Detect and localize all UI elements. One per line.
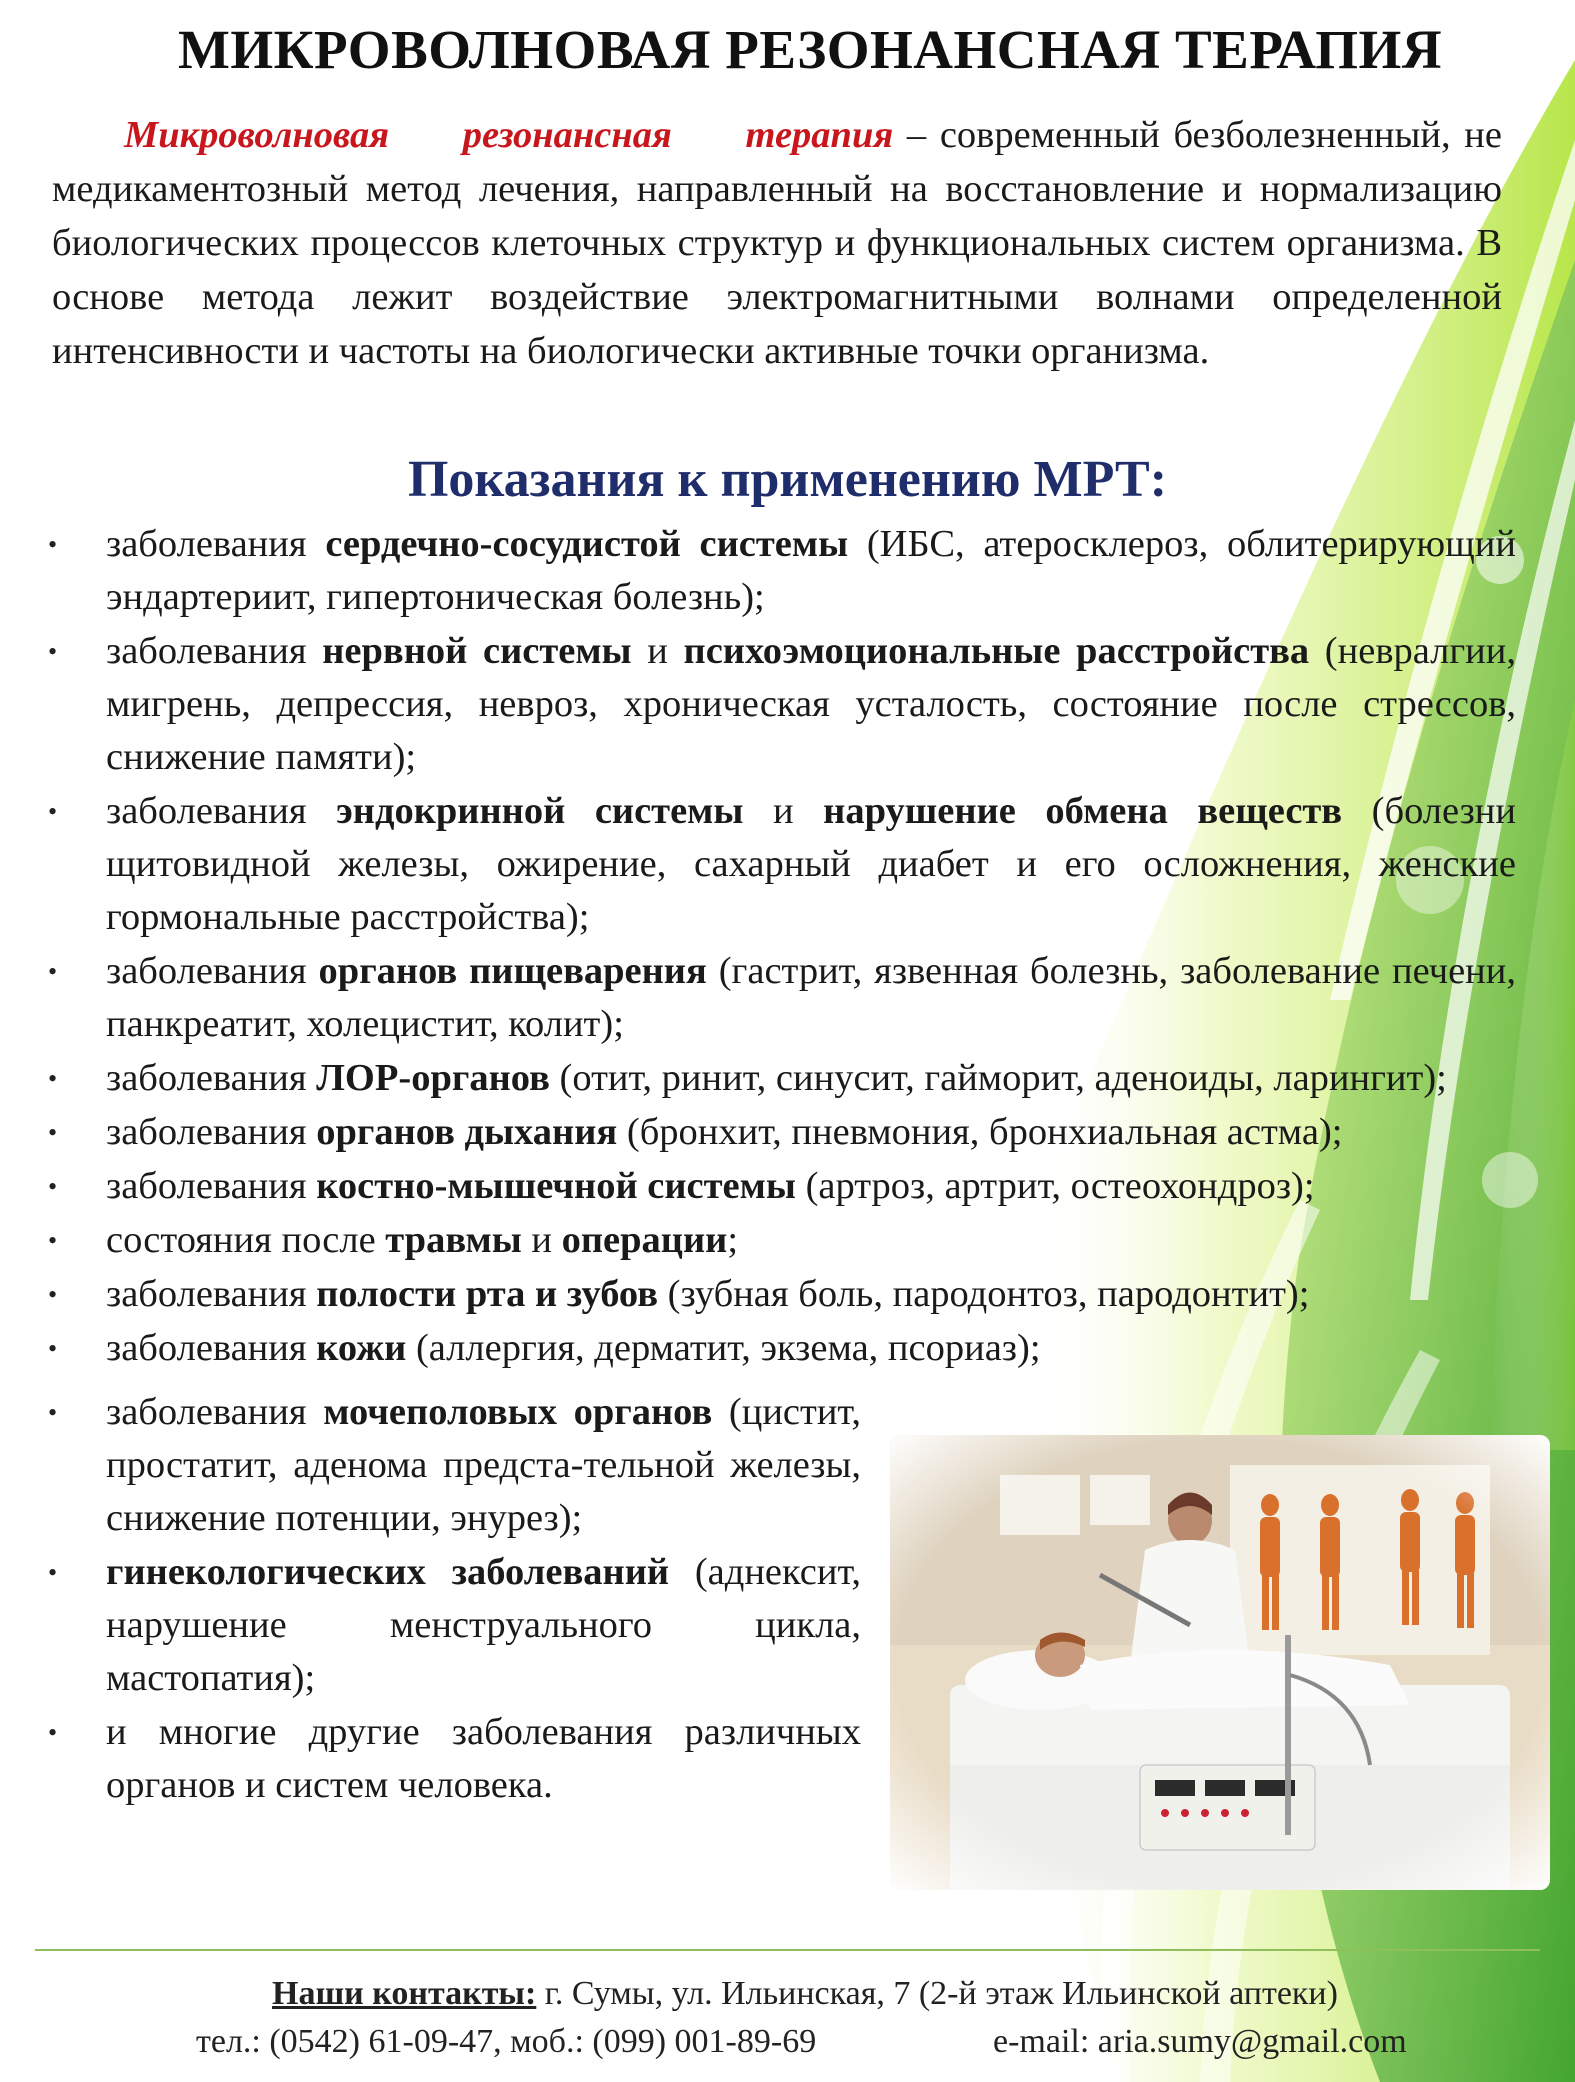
intro-paragraph	[52, 108, 1502, 378]
footer-divider	[35, 1949, 1540, 1951]
list-item: • заболевания органов пищеварения (гастрит, язвенная болезнь, заболевание печени, панкреатит, холецистит, колит);	[106, 945, 1516, 1051]
list-item: • заболевания полости рта и зубов (зубная боль, пародонтоз, пародонтит);	[106, 1268, 1516, 1321]
contacts-address: г. Сумы, ул. Ильинская, 7 (2-й этаж Ильинской аптеки)	[536, 1975, 1338, 2012]
list-item: • заболевания сердечно-сосудистой системы (ИБС, атеросклероз, облитерирующий эндартериит, гипертоническая болезнь);	[106, 518, 1516, 624]
contacts-address-line	[0, 1970, 1575, 2018]
list-item: • заболевания ЛОР-органов (отит, ринит, синусит, гайморит, аденоиды, ларингит);	[106, 1052, 1516, 1105]
list-item: • состояния после травмы и операции;	[106, 1214, 1516, 1267]
page-title: МИКРОВОЛНОВАЯ РЕЗОНАНСНАЯ ТЕРАПИЯ	[177, 19, 1443, 80]
intro-text: – современный безболезненный, не медикаментозный метод лечения, направленный на восстановление и нормализацию биологических процессов клеточных структур и функциональных систем организма. В основе метода лежит воздействие электромагнитными волнами определенной интенсивности и частоты на биологически активные точки организма.	[52, 114, 1502, 372]
list-item: • гинекологических заболеваний (аднексит, нарушение менструального цикла, мастопатия);	[106, 1546, 861, 1705]
contacts-label: Наши контакты:	[272, 1975, 537, 2012]
contacts-footer	[0, 1970, 1575, 2066]
list-item: • заболевания органов дыхания (бронхит, пневмония, бронхиальная астма);	[106, 1106, 1516, 1159]
contacts-email[interactable]: e-mail: aria.sumy@gmail.com	[993, 2023, 1407, 2060]
treatment-photo-icon	[890, 1435, 1550, 1890]
list-item: • заболевания костно-мышечной системы (артроз, артрит, остеохондроз);	[106, 1160, 1516, 1213]
contacts-phone-line	[0, 2018, 1575, 2066]
indications-heading: Показания к применению МРТ:	[407, 451, 1168, 508]
contacts-phone: тел.: (0542) 61-09-47, моб.: (099) 001-89-69	[196, 2023, 817, 2060]
intro-highlight: Микроволновая резонансная терапия	[124, 114, 894, 156]
list-item: • заболевания эндокринной системы и нарушение обмена веществ (болезни щитовидной железы, ожирение, сахарный диабет и его осложнения, женские гормональные расстройства);	[106, 785, 1516, 944]
treatment-photo	[890, 1435, 1550, 1890]
list-item: • и многие другие заболевания различных органов и систем человека.	[106, 1706, 861, 1812]
list-item: • заболевания кожи (аллергия, дерматит, экзема, псориаз);	[106, 1322, 1516, 1375]
list-item: • заболевания мочеполовых органов (цистит, простатит, аденома предста-тельной железы, снижение потенции, энурез);	[106, 1386, 861, 1545]
list-item: • заболевания нервной системы и психоэмоциональные расстройства (невралгии, мигрень, депрессия, невроз, хроническая усталость, состояние после стрессов, снижение памяти);	[106, 625, 1516, 784]
